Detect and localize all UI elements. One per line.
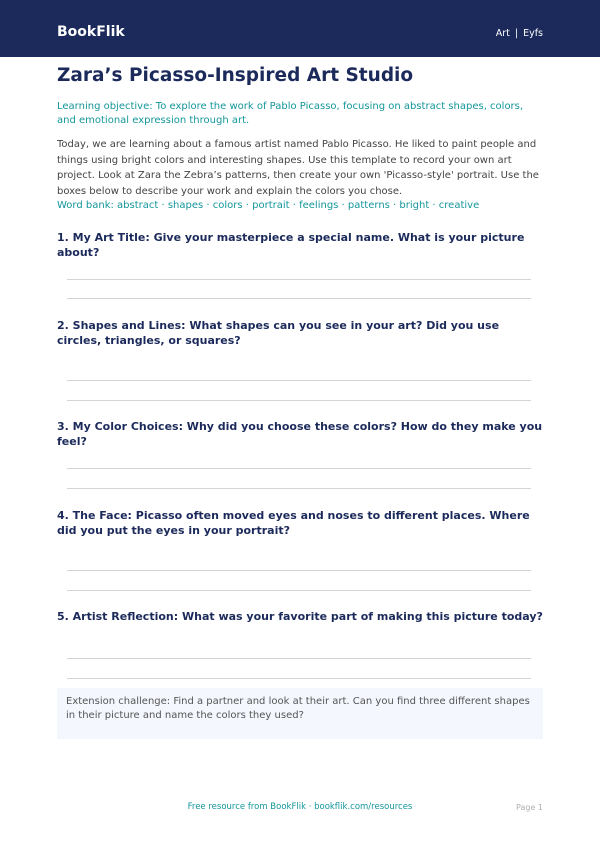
question-2: 2. Shapes and Lines: What shapes can you see in your art? Did you use circles, triangles, or squares? (57, 319, 500, 347)
breadcrumb-level[interactable]: Eyfs (523, 28, 543, 39)
footer-credit[interactable]: Free resource from BookFlik · bookflik.com/resources (187, 802, 413, 812)
question-3: 3. My Color Choices: Why did you choose these colors? How do they make you feel? (57, 420, 543, 448)
learning-objective: Learning objective: To explore the work of Pablo Picasso, focusing on abstract shapes, colors, and emotional expression through art. (57, 101, 524, 126)
question-5: 5. Artist Reflection: What was your favorite part of making this picture today? (57, 610, 543, 623)
answer-line-5a[interactable] (67, 658, 531, 659)
extension-challenge: Extension challenge: Find a partner and look at their art. Can you find three different shapes in their picture and name the colors they used? (57, 688, 543, 739)
question-4: 4. The Face: Picasso often moved eyes and noses to different places. Where did you put the eyes in your portrait? (57, 509, 530, 537)
answer-line-4b[interactable] (67, 590, 531, 591)
answer-line-1a[interactable] (67, 279, 531, 280)
answer-line-3b[interactable] (67, 488, 531, 489)
breadcrumb (496, 28, 543, 39)
answer-line-2b[interactable] (67, 400, 531, 401)
intro-paragraph: Today, we are learning about a famous artist named Pablo Picasso. He liked to paint people and things using bright colors and interesting shapes. Use this template to record your own art project. Look at Zara the Zebra’s patterns, then create your own 'Picasso-style' portrait. Use the boxes below to describe your work and explain the colors you chose. (57, 139, 539, 197)
site-header (0, 0, 600, 57)
answer-line-5b[interactable] (67, 678, 531, 679)
word-bank: Word bank: abstract · shapes · colors · portrait · feelings · patterns · bright · creative (57, 200, 480, 211)
page-number: Page 1 (516, 803, 543, 812)
breadcrumb-separator: | (514, 28, 519, 39)
answer-line-3a[interactable] (67, 468, 531, 469)
question-1: 1. My Art Title: Give your masterpiece a special name. What is your picture about? (57, 231, 525, 259)
answer-line-2a[interactable] (67, 380, 531, 381)
page-title: Zara’s Picasso-Inspired Art Studio (57, 65, 414, 86)
answer-line-4a[interactable] (67, 570, 531, 571)
brand-logo[interactable]: BookFlik (57, 24, 125, 40)
answer-line-1b[interactable] (67, 298, 531, 299)
breadcrumb-subject[interactable]: Art (495, 28, 510, 39)
